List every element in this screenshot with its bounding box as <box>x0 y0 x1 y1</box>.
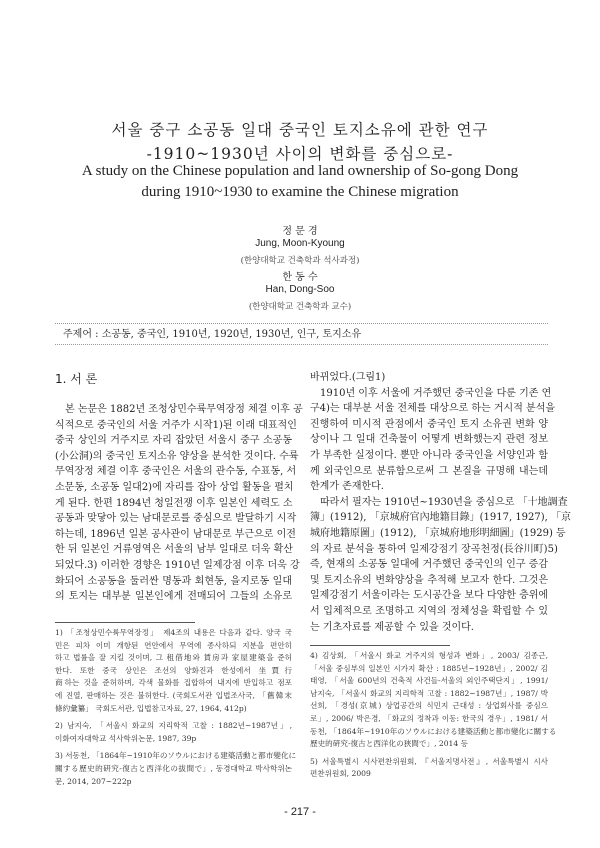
title-english-line1: A study on the Chinese population and land ownership of So-gong Dong <box>81 163 519 179</box>
text-line: 게 된다. 한편 1894년 청일전쟁 이후 일본인 세력도 소 <box>55 497 293 509</box>
text-line: 본 논문은 1882년 조청상민수륙무역장정 체결 이후 공 <box>65 404 303 415</box>
footnote-line: 태영, 「서울 600년의 건축적 사건들-서울의 외인주택단지」, 1991/ <box>310 676 548 686</box>
footnote <box>55 720 292 745</box>
section-heading: 1. 서 론 <box>55 372 98 386</box>
keywords: 주제어 : 소공동, 중국인, 1910년, 1920년, 1930년, 인구, 토지소유 <box>55 323 548 345</box>
footnote-line: 商하는 것을 준허하며, 각색 물화를 집합하여 내지에 반입하고 점포 <box>55 678 292 688</box>
text-line: 1910년 이후 서울에 거주했던 중국인을 다룬 기존 연 <box>320 387 552 399</box>
right-column-body <box>310 370 572 635</box>
footnote-line: 동천, 「1864年~1910年のソウルにおける建築活動と都市變化に關する <box>310 726 557 736</box>
text-line: 한 뒤 일본인 거류영역은 서울의 남부 일대로 더욱 확산 <box>55 544 293 556</box>
author-1-korean: 정 문 경 <box>282 226 318 237</box>
author-1-affiliation: (한양대학교 건축학과 석사과정) <box>240 256 360 266</box>
footnote-line: 남지숙, 「서울시 화교의 지리학적 고찰 : 1882~1987년」, 1987/ 박 <box>310 688 548 698</box>
footnote-line: 에 진열, 판매하는 것은 불허한다. (국회도서관 입법조사국, 「舊韓末 <box>55 690 292 700</box>
text-line: 공동과 맞닿아 있는 남대문로를 중심으로 발달하기 시작 <box>55 513 297 525</box>
footnote <box>310 756 548 781</box>
text-line: 구4)는 대부분 서울 전체를 대상으로 하는 거시적 분석을 <box>310 403 556 415</box>
text-line: 무역장정 체결 이후 중국인은 서울의 관수동, 수표동, 서 <box>55 466 297 478</box>
author-2-english: Han, Dong-Soo <box>265 284 335 295</box>
left-column-body <box>55 402 303 605</box>
title-korean-line1: 서울 중구 소공동 일대 중국인 토지소유에 관한 연구 <box>111 121 489 139</box>
text-line: 따라서 필자는 1910년~1930년을 중심으로 「十地調査 <box>320 496 568 508</box>
text-line: 및 토지소유의 변화양상을 추적해 보고자 한다. 그것은 <box>310 574 548 586</box>
text-line: 서 입체적으로 조명하고 지역의 정체성을 확립할 수 있 <box>310 605 548 617</box>
title-english-line2: during 1910~1930 to examine the Chinese migration <box>141 184 459 200</box>
footnote-rule-left <box>55 622 195 623</box>
text-line: 상이나 그 일대 건축물이 어떻게 변화했는지 관련 정보 <box>310 434 548 446</box>
text-line: 簿」(1912), 「京城府官內地籍目錄」(1917, 1927), 「京 <box>310 512 572 524</box>
text-line: 중국 상인의 거주지로 자리 잡았던 서울시 중구 소공동 <box>55 435 292 447</box>
footnote-line: 로」, 2006/ 박은경, 「화교의 정착과 이동: 한국의 경우」, 1981/ 서 <box>310 713 548 723</box>
right-footnotes <box>310 650 557 786</box>
footnote-line: 「서울 중심부의 일본인 시가지 확산 : 1885년~1928년」, 2002/ 김 <box>310 663 548 673</box>
left-footnotes <box>55 627 297 793</box>
footnote-line: 2) 남지숙, 「서울시 화교의 지리학적 고찰 : 1882년~1987년」, <box>55 721 292 731</box>
text-line: 의 자료 분석을 통하여 일제강점기 장곡천정(長谷川町)5) <box>310 543 558 555</box>
text-line: 바뀌었다.(그림1) <box>310 372 386 383</box>
author-1-english: Jung, Moon-Kyoung <box>255 238 345 249</box>
text-line: 화되어 소공동을 둘러싼 명동과 회현동, 을지로동 일대 <box>55 575 292 587</box>
footnote-line: 민은 피차 이미 개항된 연안에서 무역에 종사하되 지분을 편안히 <box>55 640 292 650</box>
footnote-line: 條約彙纂」 국회도서관, 입법참고자료, 27, 1964, 412p) <box>55 703 247 713</box>
footnote-line: 한다. 또한 중국 상인은 조선의 양화진과 한성에서 坐賈行 <box>55 665 292 675</box>
footnote-line: 문, 2014, 207~222p <box>55 776 132 786</box>
text-line: 식적으로 중국인의 서울 거주가 시작1)된 이래 대표적인 <box>55 419 297 431</box>
footnote-line: 歷史的硏究-復古と西洋化の狹間で」, 2014 등 <box>310 739 468 749</box>
footnote-line: 3) 서동천, 「1864年~1910年のソウルにおける建築活動と都市變化に <box>55 751 297 761</box>
footnote-line: 이화여자대학교 석사학위논문, 1987, 39p <box>55 733 197 743</box>
text-line: 城府地籍原圖」(1912), 「京城府地形明細圖」(1929) 등 <box>310 527 566 539</box>
footnote-line: 4) 김상회, 「서울시 화교 거주지의 형성과 변화」, 2003/ 김종근, <box>310 651 548 660</box>
footnote-line: 편찬위원회, 2009 <box>310 769 371 779</box>
page-number: - 217 - <box>284 806 316 818</box>
footnote-line: 하고 법률을 잘 지킬 것이며, 그 租借地와 賃房과 家屋建築을 준허 <box>55 653 292 663</box>
author-2-korean: 한 동 수 <box>282 272 318 283</box>
text-line: 진행하여 미시적 관점에서 중국인 토지 소유권 변화 양 <box>310 418 548 430</box>
footnote <box>310 650 557 751</box>
footnote-rule-right <box>310 645 450 646</box>
footnote-line: 5) 서울특별시 시사편찬위원회, 『서울지명사전』, 서울특별시 시사 <box>310 756 548 766</box>
footnote <box>55 627 292 715</box>
footnote-line: 關する歷史的硏究-復古と西洋化の拔間で」, 동경대학교 박사학위논 <box>55 763 292 773</box>
footnote-line: 1) 「조청상민수륙무역장정」 제4조의 내용은 다음과 같다. 양국 국 <box>55 628 292 637</box>
author-2-affiliation: (한양대학교 건축학과 교수) <box>248 302 352 312</box>
footnote <box>55 750 297 788</box>
text-line: 한계가 존재한다. <box>310 481 384 493</box>
text-line: 되었다.3) 이러한 경향은 1910년 일제강점 이후 더욱 강 <box>55 559 300 571</box>
text-line: 가 부족한 실정이다. 뿐만 아니라 중국인을 서양인과 함 <box>310 449 548 461</box>
text-line: 하는데, 1896년 일본 공사관이 남대문로 부근으로 이전 <box>55 528 296 540</box>
text-line: 의 토지는 대부분 일본인에게 전매되어 그들의 소유로 <box>55 591 292 603</box>
text-line: 께 외국인으로 분류함으로써 그 본질을 규명해 내는데 <box>310 465 548 477</box>
text-line: (小公洞)의 중국인 토지소유 양상을 분석한 것이다. 수륙 <box>55 450 299 462</box>
text-line: 일제강점기 서울이라는 도시공간을 보다 다양한 층위에 <box>310 590 549 602</box>
footnote-line: 선희, 「경성(京城) 상업공간의 식민지 근대성 : 상업회사를 중심으 <box>310 701 548 711</box>
text-line: 는 기초자료를 제공할 수 있을 것이다. <box>310 621 474 633</box>
text-line: 즉, 현재의 소공동 일대에 거주했던 중국인의 인구 증감 <box>310 559 548 571</box>
text-line: 소문동, 소공동 일대2)에 자리를 잡아 상업 활동을 펼치 <box>55 481 294 493</box>
title-korean-line2: -1910~1930년 사이의 변화를 중심으로- <box>146 145 454 163</box>
